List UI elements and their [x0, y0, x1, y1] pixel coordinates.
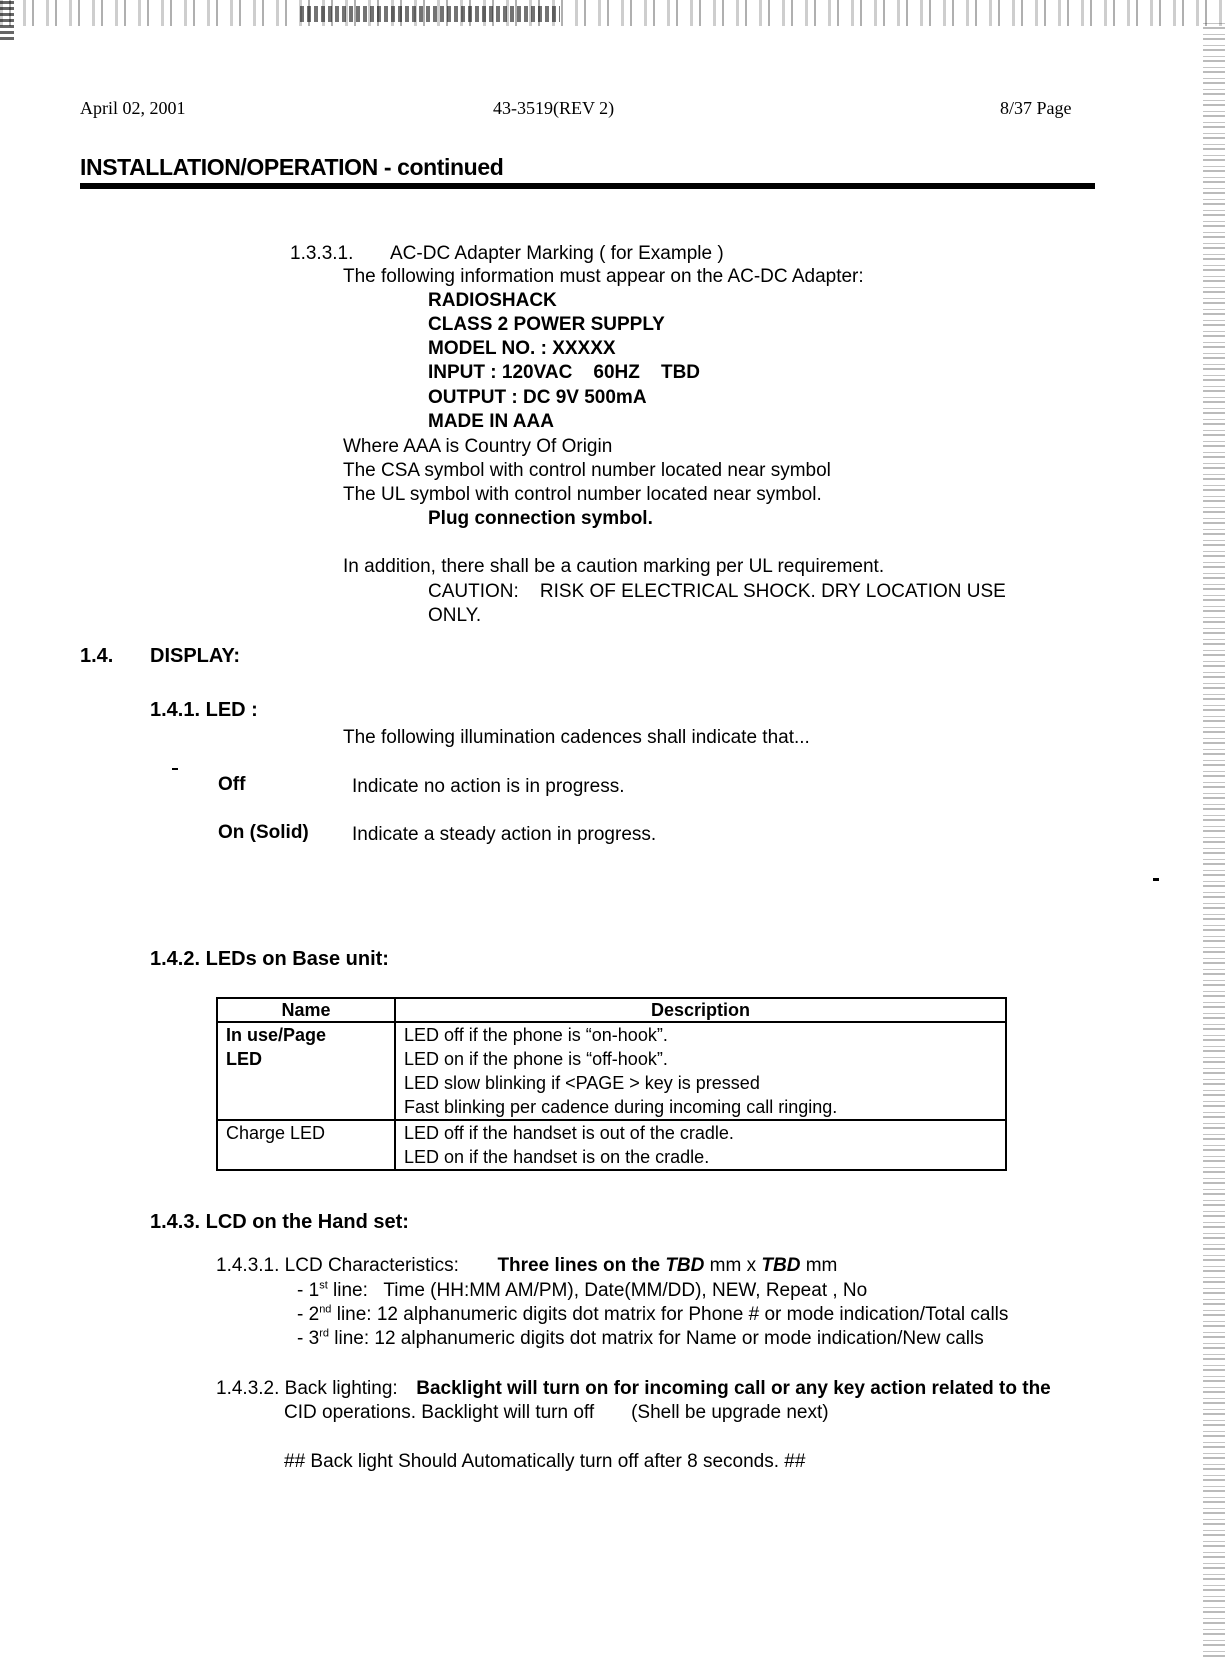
display-title: DISPLAY: [150, 645, 241, 667]
marking-line: OUTPUT : DC 9V 500mA [428, 387, 647, 408]
led-desc-line: LED slow blinking if <PAGE > key is pressed [404, 1073, 760, 1093]
led-desc-cell [395, 1120, 1006, 1170]
backlight-text: CID operations. Backlight will turn off (Shell be upgrade next) [284, 1402, 829, 1423]
marking-line: INPUT : 120VAC 60HZ TBD [428, 362, 701, 383]
scan-noise-top [0, 0, 1225, 26]
lcd-unit: mm x [709, 1255, 757, 1276]
lcd-unit-end: mm [805, 1255, 838, 1276]
base-leds-heading: 1.4.2. LEDs on Base unit: [150, 948, 389, 970]
led-desc-line: LED on if the handset is on the cradle. [404, 1147, 710, 1167]
lcd-char-number: 1.4.3.1. [216, 1255, 280, 1276]
lcd-characteristics-line [216, 1255, 837, 1277]
backlight-line-1 [216, 1378, 1051, 1400]
lcd-tbd: TBD [665, 1255, 705, 1276]
base-leds-table [216, 997, 1007, 1171]
led-desc-cell [395, 1022, 1006, 1120]
table-row [217, 1022, 1006, 1120]
section-title: INSTALLATION/OPERATION - continued [80, 154, 504, 180]
led-state-desc: Indicate no action is in progress. [352, 776, 625, 797]
scan-speck [172, 768, 178, 770]
title-rule [80, 183, 1095, 189]
column-header-description: Description [395, 998, 1006, 1022]
lcd-line-text: line: Time (HH:MM AM/PM), Date(MM/DD), NEW, Repeat , No [327, 1280, 868, 1301]
lcd-tbd: TBD [761, 1255, 801, 1276]
led-name: LED [226, 1049, 262, 1069]
caution-line: CAUTION: RISK OF ELECTRICAL SHOCK. DRY LOCATION USE [428, 581, 1006, 602]
led-intro: The following illumination cadences shall indicate that... [343, 727, 810, 748]
adapter-intro: The following information must appear on the AC-DC Adapter: [343, 266, 864, 287]
header-date: April 02, 2001 [80, 98, 186, 118]
led-state-label: Off [218, 774, 246, 795]
led-desc-line: Fast blinking per cadence during incoming call ringing. [404, 1097, 838, 1117]
led-name: In use/Page [226, 1025, 327, 1045]
lcd-line-spec [297, 1328, 984, 1350]
lcd-line-ordinal: st [319, 1279, 328, 1292]
lcd-line-ordinal: nd [319, 1303, 332, 1316]
adapter-note: The CSA symbol with control number located near symbol [343, 460, 831, 481]
marking-line: CLASS 2 POWER SUPPLY [428, 314, 665, 335]
led-desc-line: LED on if the phone is “off-hook”. [404, 1049, 668, 1069]
marking-line: MODEL NO. : XXXXX [428, 338, 616, 359]
scan-noise-left [0, 0, 14, 40]
display-number: 1.4. [80, 645, 114, 667]
lcd-line-prefix: - 1 [297, 1280, 320, 1301]
led-heading: 1.4.1. LED : [150, 699, 258, 721]
lcd-heading: 1.4.3. LCD on the Hand set: [150, 1211, 409, 1233]
table-header-row [217, 998, 1006, 1022]
lcd-char-label: LCD Characteristics: [284, 1255, 459, 1276]
backlight-auto-off-note: ## Back light Should Automatically turn off after 8 seconds. ## [284, 1451, 806, 1472]
adapter-note: Where AAA is Country Of Origin [343, 436, 613, 457]
scan-noise-right-edge [1203, 20, 1225, 1657]
led-desc-line: LED off if the handset is out of the cradle. [404, 1123, 734, 1143]
lcd-line-text: line: 12 alphanumeric digits dot matrix for Phone # or mode indication/Total calls [331, 1304, 1009, 1325]
lcd-line-text: line: 12 alphanumeric digits dot matrix for Name or mode indication/New calls [328, 1328, 984, 1349]
led-name: Charge LED [226, 1123, 326, 1143]
marking-line: RADIOSHACK [428, 290, 557, 311]
adapter-note: The UL symbol with control number located near symbol. [343, 484, 822, 505]
column-header-name: Name [217, 998, 395, 1022]
adapter-number: 1.3.3.1. [290, 243, 354, 264]
scan-noise-top-dark [300, 6, 560, 22]
led-desc-line: LED off if the phone is “on-hook”. [404, 1025, 668, 1045]
led-name-cell [217, 1120, 395, 1170]
marking-line: MADE IN AAA [428, 411, 554, 432]
led-state-label: On (Solid) [218, 822, 309, 843]
led-name-cell [217, 1022, 395, 1120]
header-doc-number: 43-3519(REV 2) [493, 98, 615, 118]
scan-speck [1153, 878, 1159, 881]
lcd-line-prefix: - 2 [297, 1304, 320, 1325]
lcd-line-spec [297, 1280, 867, 1302]
backlight-number: 1.4.3.2. [216, 1378, 280, 1399]
plug-note: Plug connection symbol. [428, 508, 653, 529]
caution-intro: In addition, there shall be a caution marking per UL requirement. [343, 556, 885, 577]
lcd-line-ordinal: rd [319, 1327, 329, 1340]
table-row [217, 1120, 1006, 1170]
led-state-desc: Indicate a steady action in progress. [352, 824, 657, 845]
lcd-line-spec [297, 1304, 1008, 1326]
lcd-line-prefix: - 3 [297, 1328, 320, 1349]
backlight-label: Back lighting: [284, 1378, 398, 1399]
adapter-heading: AC-DC Adapter Marking ( for Example ) [390, 243, 724, 264]
caution-line: ONLY. [428, 605, 482, 626]
backlight-text: Backlight will turn on for incoming call or any key action related to the [416, 1378, 1051, 1399]
lcd-char-value: Three lines on the [497, 1255, 661, 1276]
header-page: 8/37 Page [1000, 98, 1072, 118]
